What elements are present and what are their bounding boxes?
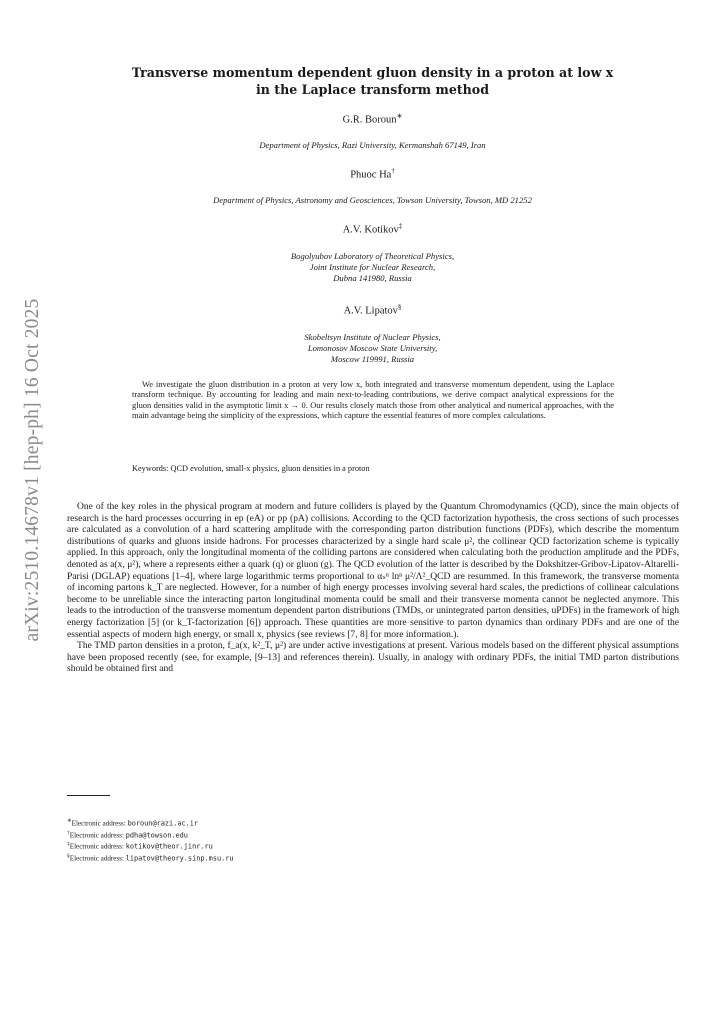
affiliation-ha: [0, 195, 721, 206]
title-line-2: in the Laplace transform method: [255, 82, 490, 97]
footnote-mark[interactable]: §: [397, 303, 402, 311]
abstract-text: We investigate the gluon distribution in a proton at very low x, both integrated and transverse momentum dependent, using the Laplace transform technique. By accounting for leading and main next-to-leading contributions, we derive compact analytical expressions for the gluon densities valid in the asymptotic limit x → 0. Our results closely match those from other analytical and numerical approaches, with the main advantage being the simplicity of the expressions, which capture the essential features of more complex calculations.: [132, 379, 614, 421]
footnote-label: Electronic address:: [71, 819, 128, 828]
author-name: A.V. Lipatov: [343, 305, 398, 317]
abstract: [132, 379, 614, 421]
author-name: G.R. Boroun: [342, 114, 397, 126]
arxiv-identifier[interactable]: arXiv:2510.14678v1 [hep-ph] 16 Oct 2025: [22, 298, 43, 642]
affiliation-boroun: [0, 140, 721, 151]
footnote-label: Electronic address:: [69, 854, 126, 863]
author-kotikov: [0, 222, 721, 236]
affiliation-line: Department of Physics, Razi University, Kermanshah 67149, Iran: [259, 140, 486, 150]
footnote-boroun: [67, 817, 567, 829]
footnote-label: Electronic address:: [69, 831, 126, 840]
author-ha: [0, 167, 721, 181]
footnote-mark[interactable]: ∗: [396, 112, 403, 120]
email-link[interactable]: lipatov@theory.sinp.msu.ru: [125, 854, 234, 863]
affiliation-line: Department of Physics, Astronomy and Geosciences, Towson University, Towson, MD 21252: [213, 195, 532, 205]
affiliation-lipatov: [0, 332, 721, 365]
affiliation-line: Joint Institute for Nuclear Research,: [309, 262, 436, 272]
paper-title: [100, 64, 645, 98]
footnote-mark[interactable]: ‡: [398, 222, 403, 230]
footnotes: [67, 817, 567, 864]
paragraph-1: One of the key roles in the physical program at modern and future colliders is played by the Quantum Chromodynamics (QCD), since the main objects of research is the hard processes occurring in ep (eA) or pp (pA) collisions. According to the QCD factorization hypothesis, the cross sections of such processes are calculated as a convolution of a hard scattering amplitude with the corresponding parton distribution functions (PDFs), which describe the momentum distributions of quarks and gluons inside hadrons. For processes characterized by a single hard scale μ², the collinear QCD factorization scheme is typically applied. In this approach, only the longitudinal momenta of the colliding partons are considered when calculating both the production amplitude and the PDFs, denoted as a(x, μ²), where a represents either a quark (q) or gluon (g). The QCD evolution of the latter is described by the Dokshitzer-Gribov-Lipatov-Altarelli-Parisi (DGLAP) equations [1–4], where large logarithmic terms proportional to αₛⁿ lnⁿ μ²/Λ²_QCD are resummed. In this framework, the transverse momenta of incoming partons k_T are neglected. However, for a number of high energy processes involving several hard scales, the predictions of collinear calculations become to be unreliable since the interacting parton longitudinal momenta could be small and their transverse momenta cannot be neglected anymore. This leads to the introduction of the transverse momentum dependent parton distributions (TMDs, or unintegrated parton densities, uPDFs) in the framework of high energy factorization [5] (or k_T-factorization [6]) approach. These quantities are more sensitive to parton dynamics than ordinary PDFs and are one of the essential aspects of modern high energy, or small x, physics (see reviews [7, 8] for more information.).: [67, 501, 679, 640]
title-line-1: Transverse momentum dependent gluon density in a proton at low x: [131, 65, 614, 80]
footnote-ha: [67, 829, 567, 841]
author-boroun: [0, 112, 721, 126]
affiliation-line: Dubna 141980, Russia: [333, 273, 412, 283]
affiliation-line: Bogolyubov Laboratory of Theoretical Physics,: [290, 251, 455, 261]
footnote-mark: ‡: [67, 841, 70, 848]
footnote-mark[interactable]: †: [391, 167, 395, 175]
paragraph-2: The TMD parton densities in a proton, f_a(x, k²_T, μ²) are under active investigations at present. Various models based on the different physical assumptions have been proposed recently (see, for example, [9–13] and references therein). Usually, in analogy with ordinary PDFs, the initial TMD parton distributions should be obtained first and: [67, 640, 679, 675]
author-lipatov: [0, 303, 721, 317]
email-link[interactable]: kotikov@theor.jinr.ru: [125, 842, 213, 851]
footnote-mark: ∗: [67, 818, 72, 824]
footnote-mark: §: [67, 852, 70, 859]
author-name: Phuoc Ha: [350, 169, 392, 181]
affiliation-line: Skobeltsyn Institute of Nuclear Physics,: [304, 332, 441, 342]
author-name: A.V. Kotikov: [342, 224, 399, 236]
footnote-mark: †: [67, 829, 70, 836]
email-link[interactable]: pdha@towson.edu: [125, 831, 188, 840]
affiliation-line: Moscow 119991, Russia: [330, 354, 415, 364]
footnote-lipatov: [67, 852, 567, 864]
email-link[interactable]: boroun@razi.ac.ir: [127, 819, 199, 828]
affiliation-kotikov: [0, 251, 721, 284]
footnote-label: Electronic address:: [69, 842, 126, 851]
body-text: [67, 501, 679, 675]
affiliation-line: Lomonosov Moscow State University,: [307, 343, 438, 353]
keywords: Keywords: QCD evolution, small-x physics, gluon densities in a proton: [132, 464, 370, 473]
footnote-kotikov: [67, 840, 567, 852]
footnote-rule: [67, 795, 110, 796]
